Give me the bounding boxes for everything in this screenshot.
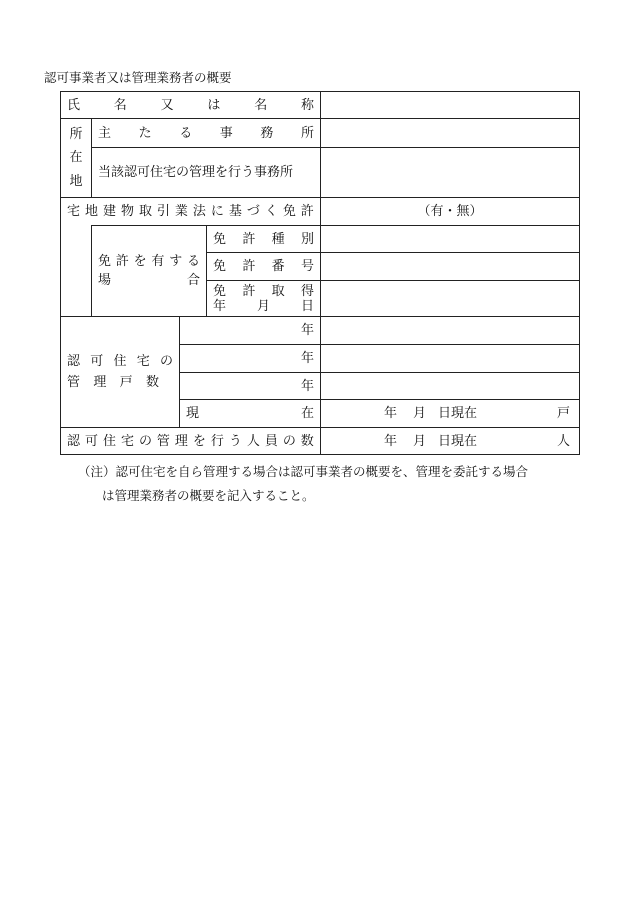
license-date-label: 免 許 取 得 年 月 日 — [213, 283, 314, 314]
units-year-2-label: 年 — [300, 351, 314, 366]
license-type-label: 免 許 種 別 — [213, 231, 314, 247]
name-value-field[interactable] — [321, 92, 579, 118]
main-office-label: 主 た る 事 務 所 — [98, 125, 314, 141]
units-year-1-label: 年 — [300, 323, 314, 338]
units-current-label: 現 在 — [186, 406, 314, 421]
name-label: 氏 名 又 は 名 称 — [67, 97, 314, 113]
license-type-value-field[interactable] — [321, 226, 579, 252]
license-label: 宅 地 建 物 取 引 業 法 に 基 づ く 免 許 — [67, 204, 314, 219]
units-current-value-field[interactable]: 年 月 日現在 戸 — [384, 406, 571, 421]
location-label: 所 在 地 — [69, 127, 83, 189]
license-date-value-field[interactable] — [321, 281, 579, 316]
footnote — [78, 460, 528, 508]
units-year-3-label: 年 — [300, 378, 314, 394]
license-number-label: 免 許 番 号 — [213, 259, 314, 274]
staff-count-label: 認 可 住 宅 の 管 理 を 行 う 人 員 の 数 — [67, 433, 314, 449]
managing-office-label: 当該認可住宅の管理を行う事務所 — [98, 165, 294, 180]
units-year-3-value-field[interactable] — [321, 373, 579, 399]
licensed-case-label: 免 許 を 有 す る 場 合 — [98, 254, 200, 288]
staff-count-value-field[interactable]: 年 月 日現在 人 — [384, 433, 571, 449]
units-year-1-value-field[interactable] — [321, 317, 579, 344]
footnote-line-2: は管理業務者の概要を記入すること。 — [102, 488, 315, 503]
managed-units-label: 認 可 住 宅 の 管 理 戸 数 — [67, 354, 173, 390]
form-title: 認可事業者又は管理業務者の概要 — [44, 70, 232, 85]
footnote-line-1: （注）認可住宅を自ら管理する場合は認可事業者の概要を、管理を委託する場合 — [78, 464, 529, 479]
license-number-value-field[interactable] — [321, 253, 579, 280]
units-year-2-value-field[interactable] — [321, 345, 579, 372]
main-office-value-field[interactable] — [321, 119, 579, 147]
license-presence-value[interactable]: （有・無） — [417, 204, 483, 219]
overview-table — [60, 91, 580, 455]
managing-office-value-field[interactable] — [321, 148, 579, 197]
